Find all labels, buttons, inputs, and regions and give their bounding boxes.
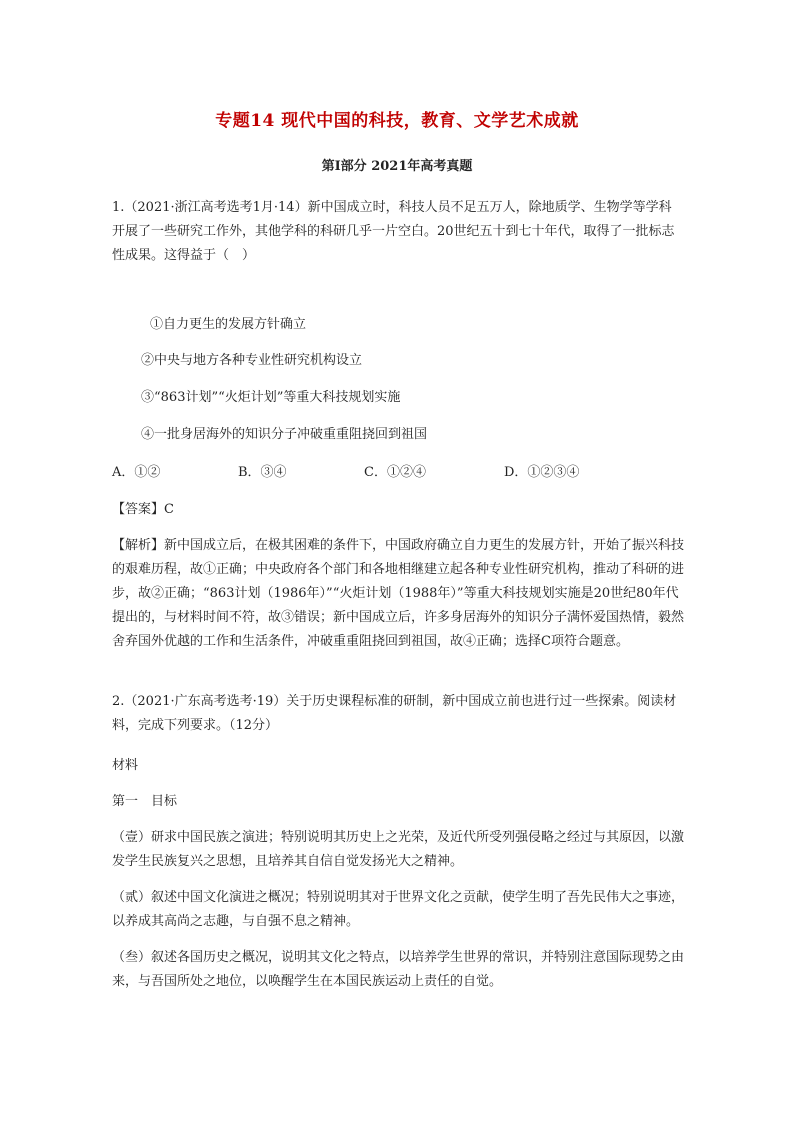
- question-1-stem: 1.（2021·浙江高考选考1月·14）新中国成立时，科技人员不足五万人，除地质学、生物学等学科开展了一些研究工作外，其他学科的科研几乎一片空白。20世纪五十到七十年代，取得了一批标志性成果。这得益于（ ）: [112, 200, 675, 263]
- section-subtitle: 第Ⅰ部分 2021年高考真题: [321, 159, 473, 174]
- page-title: 专题14 现代中国的科技，教育、文学艺术成就: [215, 111, 579, 131]
- question-1-choices: [112, 462, 684, 484]
- goal-1: （壹）研求中国民族之演进；特别说明其历史上之光荣，及近代所受列强侵略之经过与其原因，以激发学生民族复兴之思想，且培养其自信自觉发扬光大之精神。: [112, 830, 685, 869]
- material-label: 材料: [112, 758, 139, 773]
- question-1-answer: 【答案】C: [112, 502, 174, 517]
- choice-b: B．③④: [238, 465, 287, 480]
- question-2-stem: 2.（2021·广东高考选考·19）关于历史课程标准的研制，新中国成立前也进行过一些探索。阅读材料，完成下列要求。（12分）: [112, 694, 677, 733]
- question-1-analysis: 【解析】新中国成立后，在极其困难的条件下，中国政府确立自力更生的发展方针，开始了振兴科技的艰难历程，故①正确；中央政府各个部门和各地相继建立起各种专业性研究机构，推动了科研的进步，故②正确；“863计划（1986年）”“火炬计划（1988年）”等重大科技规划实施是20世纪80年代提出的，与材料时间不符，故③错误；新中国成立后，许多身居海外的知识分子满怀爱国热情，毅然舍弃国外优越的工作和生活条件，冲破重重阻挠回到祖国，故④正确；选择C项符合题意。: [112, 538, 685, 649]
- question-1-item-4: ④一批身居海外的知识分子冲破重重阻挠回到祖国: [141, 427, 428, 442]
- choice-d: D．①②③④: [504, 465, 580, 480]
- question-1-item-3: ③“863计划”“火炬计划”等重大科技规划实施: [141, 390, 401, 405]
- question-1-item-1: ①自力更生的发展方针确立: [150, 317, 307, 332]
- choice-c: C．①②④: [364, 465, 426, 480]
- question-1-item-2: ②中央与地方各种专业性研究机构设立: [141, 353, 363, 368]
- goal-3: （叁）叙述各国历史之概况，说明其文化之特点，以培养学生世界的常识，并特别注意国际现势之由来，与吾国所处之地位，以唤醒学生在本国民族运动上责任的自觉。: [112, 950, 685, 989]
- choice-a: A．①②: [112, 465, 161, 480]
- goal-2: （贰）叙述中国文化演进之概况；特别说明其对于世界文化之贡献，使学生明了吾先民伟大之事迹，以养成其高尚之志趣，与自强不息之精神。: [112, 890, 685, 929]
- section-heading: 第一 目标: [112, 794, 178, 809]
